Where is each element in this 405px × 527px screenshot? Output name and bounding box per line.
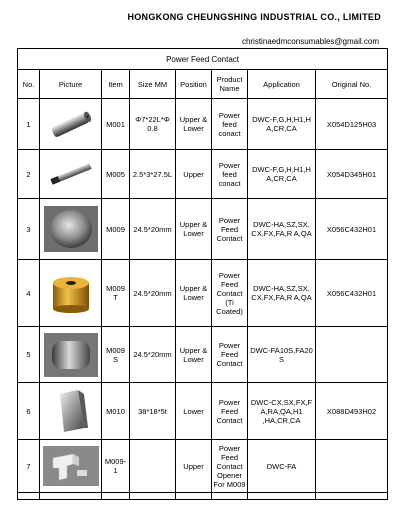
column-header-application: Application — [248, 70, 316, 99]
product-picture — [40, 150, 102, 199]
size-mm: 24.5*20mm — [130, 327, 176, 383]
product-picture — [40, 440, 102, 493]
original-no: X056C432H01 — [316, 260, 388, 327]
column-header-original-no: Original No. — [316, 70, 388, 99]
product-name: Power feed conact — [212, 99, 248, 150]
product-name: Power Feed Contact — [212, 327, 248, 383]
item-code: M005 — [102, 150, 130, 199]
application: DWC-F,G,H,H1,H A,CR,CA — [248, 150, 316, 199]
original-no: X054D125H03 — [316, 99, 388, 150]
position: Upper — [176, 440, 212, 493]
product-name: Power feed conact — [212, 150, 248, 199]
table-row — [18, 99, 388, 150]
table-title: Power Feed Contact — [18, 49, 388, 70]
product-picture — [40, 260, 102, 327]
product-name: Power Feed Contact — [212, 199, 248, 260]
column-header-item: Item — [102, 70, 130, 99]
cylindrical-steel-contact-image — [47, 109, 95, 139]
size-mm — [130, 440, 176, 493]
position: Upper — [176, 150, 212, 199]
application: DWC-FA — [248, 440, 316, 493]
product-table — [17, 48, 388, 500]
product-name: Power Feed Contact — [212, 383, 248, 440]
carbide-block-contact-image — [46, 388, 96, 434]
application: DWC-F,G,H,H1,H A,CR,CA — [248, 99, 316, 150]
item-code: M009 T — [102, 260, 130, 327]
application: DWC-CX,SX,FX,F A,RA,QA,H1 ,HA,CR,CA — [248, 383, 316, 440]
row-number: 6 — [18, 383, 40, 440]
item-code: M009 — [102, 199, 130, 260]
original-no — [316, 327, 388, 383]
position: Upper & Lower — [176, 199, 212, 260]
column-header-picture: Picture — [40, 70, 102, 99]
row-number: 5 — [18, 327, 40, 383]
row-number: 2 — [18, 150, 40, 199]
size-mm: 24.5*20mm — [130, 199, 176, 260]
position: Upper & Lower — [176, 260, 212, 327]
size-mm: 38*18*5t — [130, 383, 176, 440]
product-name: Power Feed Contact Opener For M009 — [212, 440, 248, 493]
row-number: 4 — [18, 260, 40, 327]
table-row — [18, 260, 388, 327]
carbide-cylinder-contact-s-image — [44, 333, 98, 377]
application: DWC-HA,SZ,SX, CX,FX,FA,R A,QA — [248, 260, 316, 327]
table-row — [18, 440, 388, 493]
column-header-no: No. — [18, 70, 40, 99]
table-row-blank — [18, 493, 388, 500]
position: Upper & Lower — [176, 327, 212, 383]
product-picture — [40, 199, 102, 260]
product-name: Power Feed Contact (Ti Coated) — [212, 260, 248, 327]
original-no: X056C432H01 — [316, 199, 388, 260]
size-mm: 2.5*3*27.5L — [130, 150, 176, 199]
application: DWC-HA,SZ,SX, CX,FX,FA,R A,QA — [248, 199, 316, 260]
size-mm: Φ7*22L*Φ 0.8 — [130, 99, 176, 150]
application: DWC-FA10S,FA20 S — [248, 327, 316, 383]
column-header-position: Position — [176, 70, 212, 99]
column-header-product-name: Product Name — [212, 70, 248, 99]
position: Upper & Lower — [176, 99, 212, 150]
original-no: X088D493H02 — [316, 383, 388, 440]
item-code: M001 — [102, 99, 130, 150]
product-picture — [40, 99, 102, 150]
table-row — [18, 150, 388, 199]
item-code: M010 — [102, 383, 130, 440]
row-number: 7 — [18, 440, 40, 493]
company-name: HONGKONG CHEUNGSHING INDUSTRIAL CO., LIMITED — [127, 12, 381, 22]
original-no — [316, 440, 388, 493]
table-row — [18, 383, 388, 440]
position: Lower — [176, 383, 212, 440]
table-header-row — [18, 70, 388, 99]
table-row — [18, 199, 388, 260]
item-code: M009-1 — [102, 440, 130, 493]
row-number: 1 — [18, 99, 40, 150]
product-picture — [40, 383, 102, 440]
flat-bar-contact-image — [46, 160, 96, 188]
contact-opener-part-image — [43, 446, 99, 486]
ti-coated-cylinder-contact-image — [47, 271, 95, 315]
column-header-size: Size MM — [130, 70, 176, 99]
table-row — [18, 327, 388, 383]
original-no: X054D345H01 — [316, 150, 388, 199]
item-code: M009 S — [102, 327, 130, 383]
size-mm: 24.5*20mm — [130, 260, 176, 327]
product-picture — [40, 327, 102, 383]
carbide-cylinder-contact-image — [44, 206, 98, 252]
row-number: 3 — [18, 199, 40, 260]
contact-email: christinaedmconsumables@gmail.com — [241, 37, 379, 46]
